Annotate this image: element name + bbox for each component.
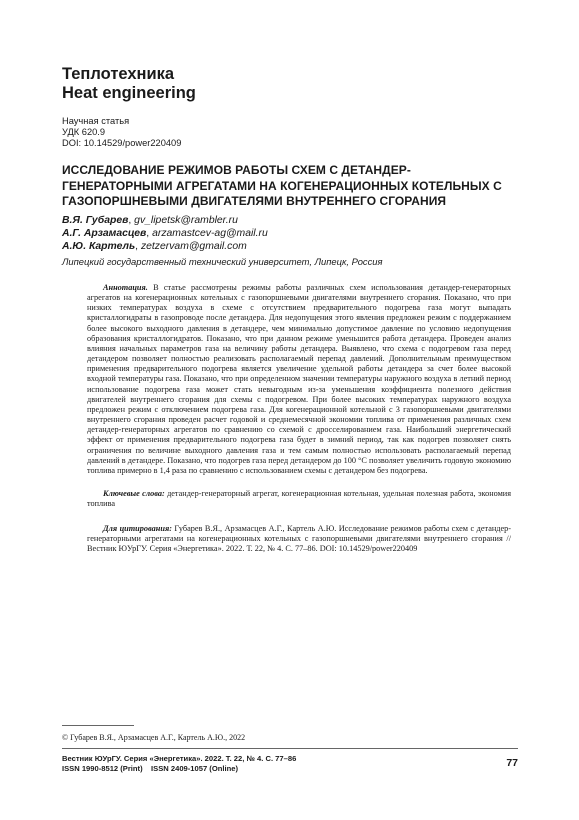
affiliation: Липецкий государственный технический университет, Липецк, Россия bbox=[62, 256, 383, 267]
article-meta bbox=[62, 116, 518, 149]
keywords-label: Ключевые слова: bbox=[103, 489, 165, 498]
author-email: arzamastcev-ag@mail.ru bbox=[152, 228, 268, 240]
author-entry: А.Ю. Картель, zetzervam@gmail.com bbox=[62, 241, 247, 253]
keywords bbox=[87, 489, 511, 509]
citation-text: Губарев В.Я., Арзамасцев А.Г., Картель А.Ю. Исследование режимов работы схем с детандер-генераторными агрегатами на когенерационных котельных с газопоршневыми двигателями внутреннего сгорания // Вестник ЮУрГУ. Серия «Энергетика». 2022. Т. 22, № 4. С. 77–86. DOI: 10.14529/power220409 bbox=[87, 524, 511, 554]
journal-title-ru: Теплотехника bbox=[62, 65, 175, 83]
author-list bbox=[62, 214, 518, 254]
citation-label: Для цитирования: bbox=[103, 524, 172, 533]
author-name: А.Ю. Картель bbox=[62, 241, 136, 253]
author-name: А.Г. Арзамасцев bbox=[62, 228, 147, 240]
abstract-label: Аннотация. bbox=[103, 283, 148, 292]
author-entry: В.Я. Губарев, gv_lipetsk@rambler.ru bbox=[62, 215, 238, 226]
udk-code: УДК 620.9 bbox=[62, 127, 106, 137]
journal-title-en: Heat engineering bbox=[62, 84, 196, 102]
citation bbox=[87, 524, 511, 554]
author-email: zetzervam@gmail.com bbox=[140, 241, 247, 253]
article-title: ИССЛЕДОВАНИЕ РЕЖИМОВ РАБОТЫ СХЕМ С ДЕТАНДЕР-ГЕНЕРАТОРНЫМИ АГРЕГАТАМИ НА КОГЕНЕРАЦИОННЫХ КОТЕЛЬНЫХ С ГАЗОПОРШНЕВЫМИ ДВИГАТЕЛЯМИ ВНУТРЕННЕГО СГОРАНИЯ bbox=[62, 163, 502, 208]
copyright-notice: © Губарев В.Я., Арзамасцев А.Г., Картель А.Ю., 2022 bbox=[62, 733, 246, 742]
keywords-text: детандер-генераторный агрегат, когенерационная котельная, удельная полезная работа, экономия топлива bbox=[87, 489, 512, 509]
footer-issn-line: ISSN 1990-8512 (Print) ISSN 2409-1057 (Online) bbox=[62, 763, 238, 773]
abstract bbox=[87, 283, 511, 476]
abstract-text: В статье рассмотрены режимы работы различных схем использования детандер-генераторных агрегатов на когенерационных котельных с газопоршневыми двигателями внутреннего сгорания. Показано, что при низких температурах воздуха в схеме с отсутствием предварительного подогрева газа могут выпадать кристаллогидраты в газопроводе после детандера. Для недопущения этого явления предложен режим с поддержанием более высокого выходного давления в детандере, чем минимально допустимое давление по условию недопущения образования кристаллогидратов. Показано, что при данном режиме уменьшится работа детандера. Проведен анализ влияния начальных параметров газа на величину работы детандера. Выявлено, что схема с подогревом газа перед детандером позволяет полностью реализовать располагаемый перепад давлений. Дополнительным преимуществом применения предварительного подогрева является увеличение удельной работы детандера за счет более высокой входной температуры газа. Показано, что при определенном значении температуры наружного воздуха в летний период использование подогрева газа может стать невыгодным из-за уменьшения коэффициента полезного действия двигателей внутреннего сгорания для схемы с подогревом. При более высоких температурах наружного воздуха предложен режим с отключением подогрева газа. Для когенерационной котельной с 3 газопоршневыми двигателями внутреннего сгорания проведен расчет годовой и среднемесячной экономии топлива от применения различных схем детандер-генераторных агрегатов по сравнению со схемой с дросселированием газа. Наибольший энергетический эффект от применения предварительного подогрева газа будет в зимний период, так как подогрев позволяет снять ограничения по величине выходного давления газа и тем самым полностью использовать располагаемый перепад давлений в детандере. Показано, что подогрев газа перед детандером до 100 °С позволяет увеличить годовую экономию топлива примерно в 1,4 раза по сравнению с использованием схемы с детандером без подогрева. bbox=[87, 283, 512, 475]
footer-journal-line: Вестник ЮУрГУ. Серия «Энергетика». 2022. Т. 22, № 4. С. 77–86 bbox=[62, 754, 297, 763]
journal-section-title bbox=[62, 65, 518, 103]
doi: DOI: 10.14529/power220409 bbox=[62, 138, 182, 148]
footer-divider bbox=[62, 748, 518, 749]
footer-journal-info bbox=[62, 754, 362, 773]
author-entry: А.Г. Арзамасцев, arzamastcev-ag@mail.ru bbox=[62, 228, 268, 240]
author-name: В.Я. Губарев bbox=[62, 215, 129, 226]
page-number: 77 bbox=[506, 757, 518, 769]
author-email: gv_lipetsk@rambler.ru bbox=[134, 215, 238, 226]
article-type: Научная статья bbox=[62, 116, 130, 126]
footnote-divider bbox=[62, 725, 134, 726]
